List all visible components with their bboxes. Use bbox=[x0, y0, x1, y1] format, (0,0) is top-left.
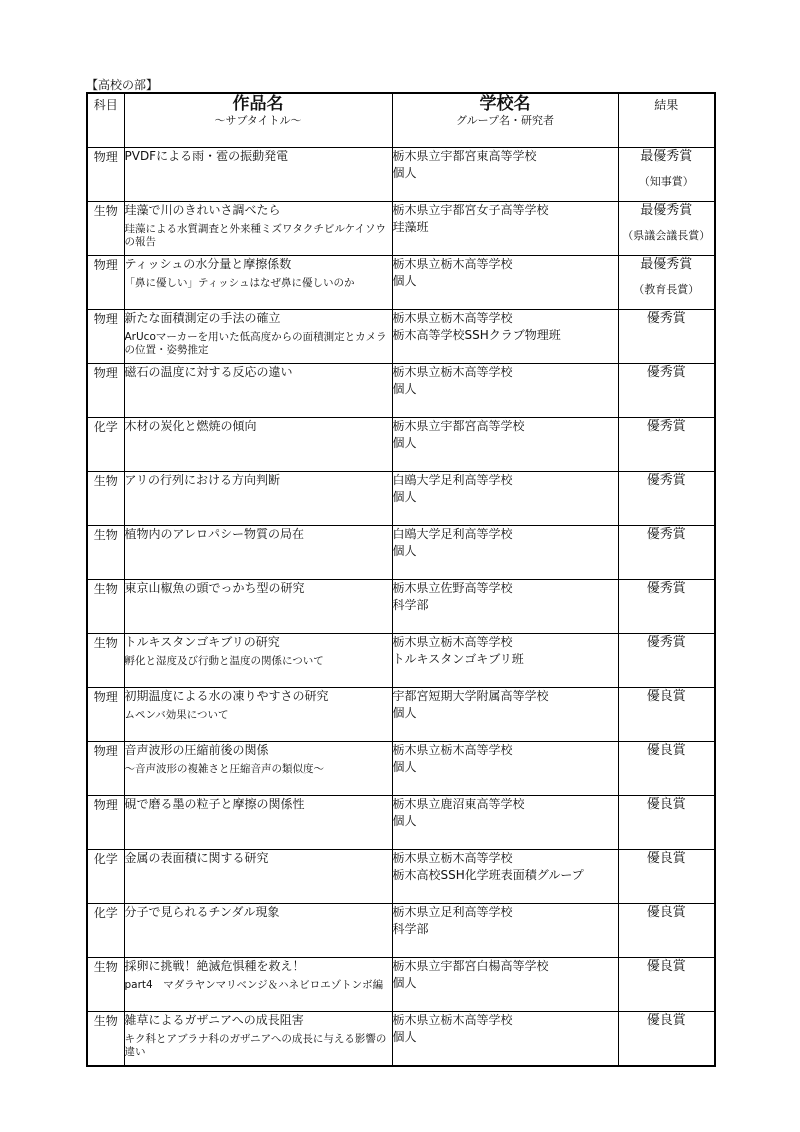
subject-cell: 物理 bbox=[87, 310, 124, 364]
school-name: 栃木県立鹿沼東高等学校 bbox=[392, 797, 525, 811]
table-row bbox=[87, 472, 715, 526]
subject-cell: 生物 bbox=[87, 580, 124, 634]
header-work-title: 作品名 bbox=[232, 94, 284, 114]
result-cell bbox=[618, 904, 715, 958]
header-result: 結果 bbox=[618, 93, 715, 148]
work-title: 初期温度による水の凍りやすさの研究 bbox=[124, 689, 329, 703]
subject-cell: 生物 bbox=[87, 472, 124, 526]
work-cell bbox=[124, 850, 392, 904]
group-name: 個人 bbox=[392, 706, 417, 720]
school-name: 栃木県立宇都宮東高等学校 bbox=[392, 149, 537, 163]
award-label: 優秀賞 bbox=[646, 365, 686, 380]
group-name: トルキスタンゴキブリ班 bbox=[392, 652, 524, 666]
table-header-row bbox=[87, 93, 715, 148]
school-cell bbox=[392, 796, 618, 850]
result-cell bbox=[618, 256, 715, 310]
work-title: 珪藻で川のきれいさ調べたら bbox=[124, 203, 281, 217]
award-label: 最優秀賞 bbox=[640, 257, 693, 272]
result-cell bbox=[618, 148, 715, 202]
table-row bbox=[87, 202, 715, 256]
result-cell bbox=[618, 364, 715, 418]
table-row bbox=[87, 742, 715, 796]
group-name: 栃木高等学校SSHクラブ物理班 bbox=[392, 328, 561, 342]
result-cell bbox=[618, 634, 715, 688]
result-cell bbox=[618, 688, 715, 742]
school-cell bbox=[392, 580, 618, 634]
group-name: 個人 bbox=[392, 544, 417, 558]
table-row bbox=[87, 418, 715, 472]
school-name: 白鴎大学足利高等学校 bbox=[392, 473, 513, 487]
school-name: 栃木県立宇都宮高等学校 bbox=[392, 419, 525, 433]
work-title: 東京山椒魚の頭でっかち型の研究 bbox=[124, 581, 305, 595]
school-cell bbox=[392, 688, 618, 742]
work-cell bbox=[124, 148, 392, 202]
group-name: 個人 bbox=[392, 814, 417, 828]
work-cell bbox=[124, 580, 392, 634]
award-label: 優良賞 bbox=[646, 905, 686, 920]
header-school-subtitle: グループ名・研究者 bbox=[455, 114, 555, 127]
school-cell bbox=[392, 850, 618, 904]
work-cell bbox=[124, 796, 392, 850]
group-name: 個人 bbox=[392, 1030, 417, 1044]
group-name: 個人 bbox=[392, 382, 417, 396]
school-name: 栃木県立宇都宮白楊高等学校 bbox=[392, 959, 549, 973]
school-name: 栃木県立栃木高等学校 bbox=[392, 851, 513, 865]
school-name: 栃木県立栃木高等学校 bbox=[392, 311, 513, 325]
school-cell bbox=[392, 472, 618, 526]
result-cell bbox=[618, 526, 715, 580]
subject-cell: 物理 bbox=[87, 742, 124, 796]
work-subtitle: ムペンバ効果について bbox=[124, 709, 229, 721]
group-name: 科学部 bbox=[392, 598, 429, 612]
school-name: 栃木県立栃木高等学校 bbox=[392, 257, 513, 271]
work-cell bbox=[124, 310, 392, 364]
subject-cell: 生物 bbox=[87, 526, 124, 580]
group-name: 科学部 bbox=[392, 922, 429, 936]
work-subtitle: ～音声波形の複雑さと圧縮音声の類似度～ bbox=[124, 763, 324, 775]
school-name: 栃木県立宇都宮女子高等学校 bbox=[392, 203, 549, 217]
work-cell bbox=[124, 256, 392, 310]
award-label: 優秀賞 bbox=[646, 635, 686, 650]
group-name: 個人 bbox=[392, 436, 417, 450]
table-row bbox=[87, 634, 715, 688]
header-work bbox=[124, 93, 392, 148]
header-subject: 科目 bbox=[87, 93, 124, 148]
work-title: 採卵に挑戦！絶滅危惧種を救え！ bbox=[124, 959, 305, 973]
work-subtitle: キク科とアブラナ科のガザニアへの成長に与える影響の違い bbox=[124, 1033, 387, 1058]
award-label: 優良賞 bbox=[646, 851, 686, 866]
result-cell bbox=[618, 418, 715, 472]
school-name: 栃木県立栃木高等学校 bbox=[392, 1013, 513, 1027]
school-name: 栃木県立栃木高等学校 bbox=[392, 635, 513, 649]
table-row bbox=[87, 958, 715, 1012]
school-name: 栃木県立足利高等学校 bbox=[392, 905, 513, 919]
subject-cell: 物理 bbox=[87, 364, 124, 418]
table-row bbox=[87, 1012, 715, 1066]
table-row bbox=[87, 310, 715, 364]
school-cell bbox=[392, 148, 618, 202]
work-cell bbox=[124, 904, 392, 958]
work-cell bbox=[124, 472, 392, 526]
header-school bbox=[392, 93, 618, 148]
table-row bbox=[87, 364, 715, 418]
section-label: 【高校の部】 bbox=[86, 78, 159, 92]
work-title: 音声波形の圧縮前後の関係 bbox=[124, 743, 269, 757]
award-note: （教育長賞） bbox=[633, 283, 700, 296]
table-row bbox=[87, 580, 715, 634]
subject-cell: 物理 bbox=[87, 148, 124, 202]
table-row bbox=[87, 904, 715, 958]
school-cell bbox=[392, 364, 618, 418]
work-cell bbox=[124, 634, 392, 688]
work-subtitle: 「鼻に優しい」ティッシュはなぜ鼻に優しいのか bbox=[124, 277, 355, 289]
school-cell bbox=[392, 904, 618, 958]
work-cell bbox=[124, 418, 392, 472]
work-subtitle: ArUcoマーカーを用いた低高度からの面積測定とカメラの位置・姿勢推定 bbox=[124, 331, 387, 356]
work-title: 磁石の温度に対する反応の違い bbox=[124, 365, 293, 379]
work-title: PVDFによる雨・雹の振動発電 bbox=[124, 149, 289, 163]
school-cell bbox=[392, 310, 618, 364]
group-name: 栃木高校SSH化学班表面積グループ bbox=[392, 868, 584, 882]
group-name: 個人 bbox=[392, 760, 417, 774]
table-row bbox=[87, 796, 715, 850]
group-name: 個人 bbox=[392, 274, 417, 288]
group-name: 個人 bbox=[392, 166, 417, 180]
result-cell bbox=[618, 796, 715, 850]
result-cell bbox=[618, 472, 715, 526]
table-row bbox=[87, 850, 715, 904]
work-cell bbox=[124, 1012, 392, 1066]
subject-cell: 物理 bbox=[87, 256, 124, 310]
school-name: 白鴎大学足利高等学校 bbox=[392, 527, 513, 541]
result-cell bbox=[618, 580, 715, 634]
school-cell bbox=[392, 256, 618, 310]
table-row bbox=[87, 526, 715, 580]
work-title: トルキスタンゴキブリの研究 bbox=[124, 635, 280, 649]
header-school-title: 学校名 bbox=[479, 94, 531, 114]
subject-cell: 化学 bbox=[87, 850, 124, 904]
work-title: 分子で見られるチンダル現象 bbox=[124, 905, 280, 919]
results-table bbox=[86, 92, 716, 1067]
school-cell bbox=[392, 418, 618, 472]
award-label: 最優秀賞 bbox=[640, 149, 693, 164]
header-work-subtitle: ～サブタイトル～ bbox=[214, 114, 302, 127]
school-name: 栃木県立佐野高等学校 bbox=[392, 581, 513, 595]
result-cell bbox=[618, 742, 715, 796]
table-row bbox=[87, 148, 715, 202]
award-note: （知事賞） bbox=[638, 175, 694, 188]
subject-cell: 物理 bbox=[87, 796, 124, 850]
award-label: 優秀賞 bbox=[646, 419, 686, 434]
work-cell bbox=[124, 742, 392, 796]
work-cell bbox=[124, 688, 392, 742]
school-name: 栃木県立栃木高等学校 bbox=[392, 365, 513, 379]
award-label: 優秀賞 bbox=[646, 527, 686, 542]
work-title: 金属の表面積に関する研究 bbox=[124, 851, 269, 865]
subject-cell: 化学 bbox=[87, 904, 124, 958]
work-subtitle: 孵化と湿度及び行動と温度の関係について bbox=[124, 655, 324, 667]
work-subtitle: 珪藻による水質調査と外来種ミズワタクチビルケイソウの報告 bbox=[124, 223, 386, 248]
work-cell bbox=[124, 202, 392, 256]
subject-cell: 生物 bbox=[87, 634, 124, 688]
table-row bbox=[87, 688, 715, 742]
award-label: 優秀賞 bbox=[646, 473, 686, 488]
result-cell bbox=[618, 850, 715, 904]
school-cell bbox=[392, 742, 618, 796]
school-name: 宇都宮短期大学附属高等学校 bbox=[392, 689, 549, 703]
work-cell bbox=[124, 958, 392, 1012]
work-title: ティッシュの水分量と摩擦係数 bbox=[124, 257, 292, 271]
result-cell bbox=[618, 1012, 715, 1066]
school-cell bbox=[392, 1012, 618, 1066]
work-cell bbox=[124, 526, 392, 580]
subject-cell: 物理 bbox=[87, 688, 124, 742]
result-cell bbox=[618, 310, 715, 364]
work-title: 雑草によるガザニアへの成長阻害 bbox=[124, 1013, 304, 1027]
group-name: 珪藻班 bbox=[392, 220, 429, 234]
subject-cell: 生物 bbox=[87, 958, 124, 1012]
subject-cell: 生物 bbox=[87, 202, 124, 256]
award-label: 最優秀賞 bbox=[640, 203, 693, 218]
work-title: 木材の炭化と燃焼の傾向 bbox=[124, 419, 257, 433]
award-label: 優秀賞 bbox=[646, 311, 686, 326]
award-label: 優良賞 bbox=[646, 797, 686, 812]
group-name: 個人 bbox=[392, 976, 417, 990]
school-cell bbox=[392, 526, 618, 580]
award-note: （県議会議長賞） bbox=[622, 229, 711, 242]
work-title: 硯で磨る墨の粒子と摩擦の関係性 bbox=[124, 797, 305, 811]
school-cell bbox=[392, 634, 618, 688]
award-label: 優秀賞 bbox=[646, 581, 686, 596]
result-cell bbox=[618, 958, 715, 1012]
award-label: 優良賞 bbox=[646, 689, 686, 704]
work-title: 新たな面積測定の手法の確立 bbox=[124, 311, 281, 325]
result-cell bbox=[618, 202, 715, 256]
award-label: 優良賞 bbox=[646, 1013, 686, 1028]
work-cell bbox=[124, 364, 392, 418]
subject-cell: 化学 bbox=[87, 418, 124, 472]
award-label: 優良賞 bbox=[646, 743, 686, 758]
award-label: 優良賞 bbox=[646, 959, 686, 974]
group-name: 個人 bbox=[392, 490, 417, 504]
school-cell bbox=[392, 958, 618, 1012]
table-row bbox=[87, 256, 715, 310]
work-subtitle: part4 マダラヤンマリベンジ＆ハネビロエゾトンボ編 bbox=[124, 979, 384, 991]
subject-cell: 生物 bbox=[87, 1012, 124, 1066]
school-name: 栃木県立栃木高等学校 bbox=[392, 743, 513, 757]
school-cell bbox=[392, 202, 618, 256]
work-title: アリの行列における方向判断 bbox=[124, 473, 281, 487]
work-title: 植物内のアレロパシー物質の局在 bbox=[124, 527, 305, 541]
